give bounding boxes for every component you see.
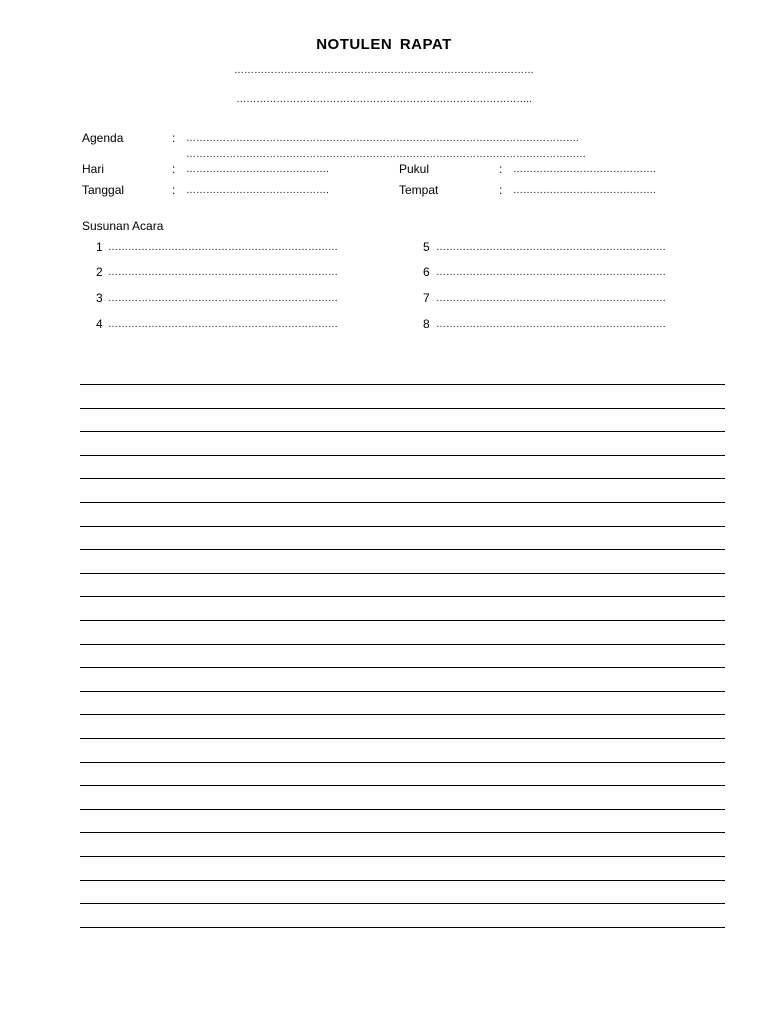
agenda-item-blank[interactable]: …………………………………………………………… <box>108 319 338 330</box>
agenda-item-number: 6 <box>423 265 430 279</box>
note-line[interactable] <box>80 620 725 621</box>
susunan-acara-title: Susunan Acara <box>82 219 164 233</box>
note-line[interactable] <box>80 832 725 833</box>
note-line[interactable] <box>80 880 725 881</box>
note-line[interactable] <box>80 384 725 385</box>
tempat-label: Tempat <box>399 183 439 197</box>
agenda-item-blank[interactable]: …………………………………………………………… <box>436 293 666 304</box>
note-line[interactable] <box>80 667 725 668</box>
agenda-item-blank[interactable]: …………………………………………………………… <box>436 242 666 253</box>
note-line[interactable] <box>80 903 725 904</box>
note-line[interactable] <box>80 526 725 527</box>
note-line[interactable] <box>80 596 725 597</box>
agenda-label: Agenda <box>82 131 124 145</box>
note-line[interactable] <box>80 714 725 715</box>
note-line[interactable] <box>80 691 725 692</box>
agenda-item-number: 3 <box>96 291 103 305</box>
meeting-subtitle-blank[interactable]: …………………………………………………………………………….. <box>236 94 532 105</box>
note-line[interactable] <box>80 809 725 810</box>
note-line[interactable] <box>80 738 725 739</box>
tanggal-colon: : <box>172 183 176 197</box>
agenda-item-number: 4 <box>96 317 103 331</box>
agenda-item-blank[interactable]: …………………………………………………………… <box>436 267 666 278</box>
agenda-item-number: 1 <box>96 240 103 254</box>
hari-label: Hari <box>82 162 105 176</box>
pukul-label: Pukul <box>399 162 430 176</box>
agenda-item-blank[interactable]: …………………………………………………………… <box>436 319 666 330</box>
note-line[interactable] <box>80 573 725 574</box>
tanggal-blank[interactable]: ……………………………………. <box>186 185 329 196</box>
note-line[interactable] <box>80 762 725 763</box>
note-line[interactable] <box>80 927 725 928</box>
agenda-item-number: 8 <box>423 317 430 331</box>
agenda-item-number: 7 <box>423 291 430 305</box>
hari-colon: : <box>172 162 176 176</box>
hari-blank[interactable]: ……………………………………. <box>186 164 329 175</box>
note-line[interactable] <box>80 644 725 645</box>
agenda-item-blank[interactable]: …………………………………………………………… <box>108 242 338 253</box>
pukul-blank[interactable]: ……………………………………. <box>513 164 656 175</box>
tempat-colon: : <box>499 183 503 197</box>
note-line[interactable] <box>80 431 725 432</box>
note-line[interactable] <box>80 549 725 550</box>
note-line[interactable] <box>80 455 725 456</box>
pukul-colon: : <box>499 162 503 176</box>
note-line[interactable] <box>80 856 725 857</box>
agenda-colon: : <box>172 131 176 145</box>
agenda-item-number: 5 <box>423 240 430 254</box>
page-title: NOTULEN RAPAT <box>316 36 452 53</box>
agenda-blank-2[interactable]: ………………………………………………………………………………………………………… <box>186 149 586 160</box>
note-line[interactable] <box>80 785 725 786</box>
note-line[interactable] <box>80 408 725 409</box>
tanggal-label: Tanggal <box>82 183 125 197</box>
note-line[interactable] <box>80 502 725 503</box>
meeting-name-blank[interactable]: ……………………………………………………………………………… <box>234 65 534 76</box>
agenda-item-number: 2 <box>96 265 103 279</box>
agenda-item-blank[interactable]: …………………………………………………………… <box>108 267 338 278</box>
agenda-item-blank[interactable]: …………………………………………………………… <box>108 293 338 304</box>
tempat-blank[interactable]: ……………………………………. <box>513 185 656 196</box>
note-line[interactable] <box>80 478 725 479</box>
agenda-blank-1[interactable]: ………………………………………………………………………………………………………. <box>186 133 579 144</box>
